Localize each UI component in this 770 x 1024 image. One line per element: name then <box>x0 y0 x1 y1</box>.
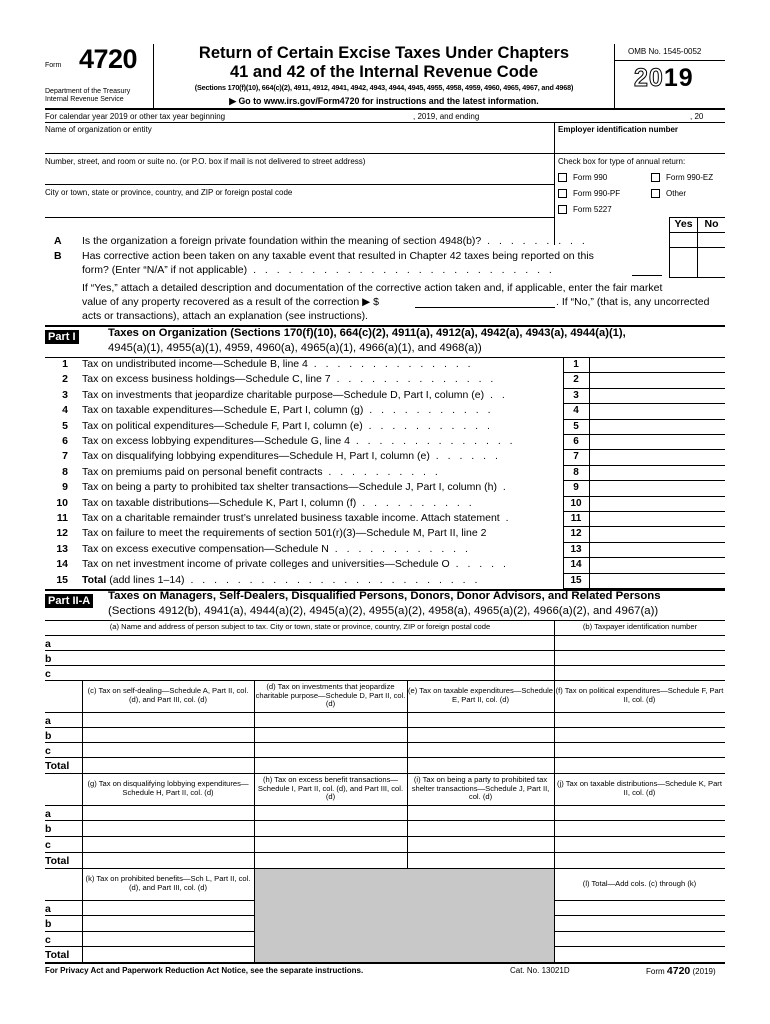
checkbox-990pf[interactable] <box>558 189 620 198</box>
col-h-header: (h) Tax on excess benefit transactions—Schedule I, Part II, col. (d), and Part III, col. (d) <box>257 774 404 802</box>
part1-line-box-number: 1 <box>573 359 579 370</box>
part1-line-box-number: 11 <box>570 513 582 524</box>
part1-label <box>45 327 79 345</box>
org-bottom-rule <box>45 217 555 218</box>
part1-line-text <box>82 481 509 493</box>
form-word: Form <box>45 62 62 69</box>
cat-number: Cat. No. 13021D <box>510 966 570 975</box>
col-a-header: (a) Name and address of person subject to tax. City or town, state or province, country, ZIP or foreign postal code <box>109 622 491 632</box>
part1-box-right <box>589 357 590 589</box>
part2a-label-text: Part II-A <box>45 594 93 608</box>
question-b-line1: Has corrective action been taken on any taxable event that resulted in Chapter 42 taxes being reported on this <box>82 250 594 262</box>
if-yes-line1: If “Yes,” attach a detailed description and documentation of the corrective action taken and, if applicable, enter the fair market <box>82 282 663 294</box>
part1-line-dots: . . . . . <box>449 558 509 570</box>
table1-row-a-label: a <box>45 638 51 650</box>
table2-total-label: Total <box>45 760 70 772</box>
question-b-body: form? (Enter “N/A” if not applicable) <box>82 264 248 276</box>
part1-line-box-number: 6 <box>573 436 579 447</box>
part1-line-amount-input[interactable] <box>590 574 725 589</box>
question-a-text <box>82 235 588 247</box>
checkbox-990pf-label: Form 990-PF <box>573 189 621 198</box>
footer-form-word: Form <box>646 967 665 976</box>
part1-line-text-body: Tax on net investment income of private colleges and universities—Schedule O <box>82 558 450 570</box>
part1-line-number: 3 <box>62 389 68 401</box>
part1-line-text-body: Tax on being a party to prohibited tax shelter transactions—Schedule J, Part I, column (h) <box>82 481 497 493</box>
part2a-title-line1: Taxes on Managers, Self-Dealers, Disqualified Persons, Donors, Donor Advisors, and Related Persons <box>108 590 661 602</box>
part1-line-text <box>82 466 441 478</box>
part1-line-dots: . <box>499 512 512 524</box>
part1-line-text-body: Tax on failure to meet the requirements of section 501(r)(3)—Schedule M, Part II, line 2 <box>82 527 487 539</box>
part1-line-number: 9 <box>62 481 68 493</box>
question-a-body: Is the organization a foreign private foundation within the meaning of section 4948(b)? <box>82 235 482 247</box>
form-title <box>154 44 614 82</box>
part1-line-box-number: 2 <box>573 374 579 385</box>
part1-line-text-bold: Total <box>82 574 107 586</box>
part1-line-dots: . . . . . . . . . . . . <box>328 543 471 555</box>
omb-number: OMB No. 1545-0052 <box>628 47 702 56</box>
if-yes-line3: acts or transactions), attach an explanation (see instructions). <box>82 310 368 322</box>
part1-line-box-number: 3 <box>573 390 579 401</box>
part1-line-dots: . . . . . . . . . . . . . . <box>330 373 497 385</box>
part1-line-text-body: Tax on excess business holdings—Schedule C, line 7 <box>82 373 331 385</box>
col-d-header: (d) Tax on investments that jeopardize charitable purpose—Schedule D, Part II, col. (d) <box>255 681 406 709</box>
yesno-rule-2 <box>669 247 725 248</box>
part1-label-text: Part I <box>45 330 79 344</box>
table4-rule-2-right <box>554 931 725 932</box>
part1-line-number: 15 <box>56 574 68 586</box>
part1-line-number: 4 <box>62 404 68 416</box>
return-type-label: Check box for type of annual return: <box>558 157 686 166</box>
table4-rule-3-left <box>45 946 255 947</box>
checkbox-990[interactable] <box>558 173 607 182</box>
part1-line-text <box>82 435 516 447</box>
col-j-header: (j) Tax on taxable distributions—Schedule K, Part II, col. (d) <box>557 779 722 797</box>
table4-rule-3-right <box>554 946 725 947</box>
col-g-header: (g) Tax on disqualifying lobbying expenditures—Schedule H, Part II, col. (d) <box>87 779 249 797</box>
question-b-line2 <box>82 264 555 276</box>
no-header: No <box>704 218 719 230</box>
part1-line-box-number: 8 <box>573 467 579 478</box>
part1-line-dots: . . <box>484 389 508 401</box>
part1-line-text-body: Tax on political expenditures—Schedule F, Part I, column (e) <box>82 420 363 432</box>
part1-line-text-body: Tax on taxable expenditures—Schedule E, Part I, column (g) <box>82 404 364 416</box>
col-i-header: (i) Tax on being a party to prohibited tax shelter transactions—Schedule J, Part II, col. (d) <box>411 774 550 802</box>
taxyear-end: , 20 <box>690 112 704 121</box>
part1-line-amount-input[interactable] <box>590 373 725 388</box>
year-bold: 19 <box>663 64 694 92</box>
year-outline: 20 <box>634 64 664 92</box>
part1-line-dots: . . . . . . . . . . . . . . <box>307 358 474 370</box>
table4-row-b-label: b <box>45 918 52 930</box>
footer-form-num: 4720 <box>666 965 691 977</box>
part1-line-amount-input[interactable] <box>590 466 725 481</box>
checkbox-990-box[interactable] <box>558 173 567 182</box>
table2-row-c-label: c <box>45 745 51 757</box>
part1-line-text <box>82 389 508 401</box>
part1-line-amount-input[interactable] <box>590 435 725 450</box>
checkbox-5227-label: Form 5227 <box>573 205 612 214</box>
part1-line-text <box>82 512 512 524</box>
question-b-dots: . . . . . . . . . . . . . . . . . . . . . . . . . . <box>247 264 555 276</box>
part1-line-box-number: 7 <box>573 451 579 462</box>
street-label: Number, street, and room or suite no. (or P.O. box if mail is not delivered to street address) <box>45 157 366 166</box>
part1-line-text <box>82 450 501 462</box>
part1-line-dots: . . . . . . . . . . <box>356 497 475 509</box>
if-yes-line2a: value of any property recovered as a result of the correction ▶ $ <box>82 296 379 308</box>
question-b-answer-line[interactable] <box>632 275 662 276</box>
col-b-header: (b) Taxpayer identification number <box>582 622 698 632</box>
col-k-header: (k) Tax on prohibited benefits—Sch L, Part II, col. (d), and Part III, col. (d) <box>85 874 251 892</box>
footer-form-id <box>646 965 716 977</box>
table1-row-rule-1 <box>45 650 725 651</box>
privacy-notice: For Privacy Act and Paperwork Reduction Act Notice, see the separate instructions. <box>45 966 364 975</box>
part1-line-text <box>82 574 480 586</box>
part2a-label <box>45 591 93 609</box>
part1-line-text-body: Tax on investments that jeopardize charitable purpose—Schedule D, Part I, column (e) <box>82 389 485 401</box>
part1-line-text <box>82 527 486 539</box>
part1-line-number: 13 <box>56 543 68 555</box>
part1-line-dots: . . . . . . . . . . . . . . . . . . . . . . . . . <box>184 574 481 586</box>
part1-line-box-number: 10 <box>570 498 582 509</box>
part1-line-amount-input[interactable] <box>590 358 725 373</box>
table4-rule-1-left <box>45 915 255 916</box>
table3-row-b-label: b <box>45 823 52 835</box>
col-l-header: (l) Total—Add cols. (c) through (k) <box>582 878 697 888</box>
part1-line-box-number: 4 <box>573 405 579 416</box>
part1-line-dots: . . . . . . . . . . . <box>363 404 494 416</box>
table4-row-c-label: c <box>45 934 51 946</box>
part1-line-amount-input[interactable] <box>590 543 725 558</box>
part1-line-number: 11 <box>56 512 68 524</box>
checkbox-990ez-box[interactable] <box>651 173 660 182</box>
part1-line-number: 12 <box>56 527 68 539</box>
question-a-dots: . . . . . . . . . <box>481 235 588 247</box>
table4-total-label: Total <box>45 949 70 961</box>
table3-row-c-label: c <box>45 839 51 851</box>
part2a-title-line2: (Sections 4912(b), 4941(a), 4944(a)(2), 4945(a)(2), 4955(a)(2), 4958(a), 4965(a)(2), 4966(a)(2), and 4967(a)) <box>108 605 659 617</box>
title-line2: 41 and 42 of the Internal Revenue Code <box>229 63 539 81</box>
table2-row-b-label: b <box>45 730 52 742</box>
checkbox-other[interactable] <box>651 189 686 198</box>
part1-line-text <box>82 373 496 385</box>
part1-line-text-body: Tax on a charitable remainder trust’s unrelated business taxable income. Attach statement <box>82 512 500 524</box>
taxyear-mid: , 2019, and ending <box>413 112 480 121</box>
part1-line-text <box>82 420 493 432</box>
part1-line-number: 2 <box>62 373 68 385</box>
table3-rule-1 <box>45 820 725 821</box>
table4-rule-1-right <box>554 915 725 916</box>
dept-line2: Internal Revenue Service <box>45 96 124 103</box>
table3-total-label: Total <box>45 855 70 867</box>
table4-rule-2-left <box>45 931 255 932</box>
part1-line-number: 6 <box>62 435 68 447</box>
table2-rule-2 <box>45 742 725 743</box>
col-f-header: (f) Tax on political expenditures—Schedule F, Part II, col. (d) <box>555 686 724 704</box>
table4-row-a-label: a <box>45 903 51 915</box>
part1-line-amount-input[interactable] <box>590 404 725 419</box>
table1-header-rule <box>45 635 725 636</box>
title-line1: Return of Certain Excise Taxes Under Chapters <box>198 44 570 62</box>
org-rule-2 <box>45 184 555 185</box>
header-divider-right <box>614 44 615 108</box>
footer-rule <box>45 962 725 964</box>
part1-line-number: 14 <box>56 558 68 570</box>
checkbox-other-label: Other <box>666 189 687 198</box>
table3-row-a-label: a <box>45 808 51 820</box>
part1-line-text <box>82 404 494 416</box>
part1-line-text-body: Tax on excess executive compensation—Schedule N <box>82 543 329 555</box>
checkbox-990ez-label: Form 990-EZ <box>666 173 714 182</box>
part1-line-text-body: (add lines 1–14) <box>106 574 185 586</box>
part1-line-number: 8 <box>62 466 68 478</box>
part1-line-text-body: Tax on undistributed income—Schedule B, line 4 <box>82 358 308 370</box>
part1-line-text <box>82 497 475 509</box>
taxyear-begin: For calendar year 2019 or other tax year beginning <box>45 112 226 121</box>
question-b-letter: B <box>54 250 62 262</box>
part1-line-text-body: Tax on excess lobbying expenditures—Schedule G, line 4 <box>82 435 350 447</box>
part1-line-number: 1 <box>62 358 68 370</box>
if-yes-line2b: . If “No,” (that is, any uncorrected <box>556 296 710 308</box>
table4-header-rule-right <box>554 900 725 901</box>
part1-line-number: 7 <box>62 450 68 462</box>
part1-line-text-body: Tax on premiums paid on personal benefit contracts <box>82 466 323 478</box>
table3-header-rule <box>45 805 725 806</box>
part1-line-box-number: 9 <box>573 482 579 493</box>
table2-rule-3 <box>45 757 725 758</box>
part1-line-amount-input[interactable] <box>590 481 725 496</box>
part1-box-left <box>563 357 564 589</box>
shaded-area <box>255 869 554 962</box>
omb-divider <box>614 60 725 61</box>
part1-line-amount-input[interactable] <box>590 450 725 465</box>
checkbox-other-box[interactable] <box>651 189 660 198</box>
part1-line-dots: . . . . . . . . . . . . . . <box>349 435 516 447</box>
taxyear-rule <box>45 122 725 123</box>
table2-header-rule <box>45 712 725 713</box>
form-number: 4720 <box>79 44 138 74</box>
table3-rule-2 <box>45 836 725 837</box>
ein-label: Employer identification number <box>558 125 679 134</box>
part1-line-dots: . . . . . . <box>429 450 501 462</box>
part1-line-amount-input[interactable] <box>590 527 725 542</box>
checkbox-990pf-box[interactable] <box>558 189 567 198</box>
table1-row-b-label: b <box>45 653 52 665</box>
col-c-header: (c) Tax on self-dealing—Schedule A, Part II, col. (d), and Part III, col. (d) <box>87 686 249 704</box>
org-rule-1 <box>45 153 725 154</box>
part1-line-text <box>82 543 471 555</box>
goto-instructions: ▶ Go to www.irs.gov/Form4720 for instructions and the latest information. <box>229 96 539 106</box>
part1-line-box-number: 13 <box>570 544 582 555</box>
checkbox-990ez[interactable] <box>651 173 713 182</box>
part1-line-amount-input[interactable] <box>590 420 725 435</box>
part1-line-text-body: Tax on taxable distributions—Schedule K, Part I, column (f) <box>82 497 357 509</box>
part1-line-amount-input[interactable] <box>590 497 725 512</box>
part1-line-dots: . . . . . . . . . . . <box>362 420 493 432</box>
part1-line-number: 5 <box>62 420 68 432</box>
part1-line-amount-input[interactable] <box>590 389 725 404</box>
footer-year: (2019) <box>692 967 716 976</box>
tax-year <box>634 64 694 93</box>
part1-line-dots: . . . . . . . . . . <box>322 466 441 478</box>
table2-rule-1 <box>45 727 725 728</box>
city-label: City or town, state or province, country, and ZIP or foreign postal code <box>45 188 293 197</box>
table3-rule-3 <box>45 852 725 853</box>
checkbox-990-label: Form 990 <box>573 173 608 182</box>
yesno-rule-1 <box>669 232 725 233</box>
part1-title-line1: Taxes on Organization (Sections 170(f)(10), 664(c)(2), 4911(a), 4912(a), 4942(a), 4943(a), 4944(a)(1), <box>108 327 626 339</box>
part1-line-box-number: 12 <box>570 528 582 539</box>
part1-line-text-body: Tax on disqualifying lobbying expenditures—Schedule H, Part I, column (e) <box>82 450 430 462</box>
dept-line1: Department of the Treasury <box>45 88 131 95</box>
part1-line-dots: . <box>496 481 509 493</box>
part1-line-box-number: 14 <box>570 559 582 570</box>
part1-title-line2: 4945(a)(1), 4955(a)(1), 4959, 4960(a), 4965(a)(1), 4966(a)(1), and 4968(a)) <box>108 342 482 354</box>
header-bottom-rule <box>45 108 725 110</box>
table1-row-rule-2 <box>45 665 725 666</box>
part1-line-box-number: 15 <box>570 575 582 586</box>
table4-header-rule-left <box>45 900 255 901</box>
yes-header: Yes <box>674 218 693 230</box>
org-name-label: Name of organization or entity <box>45 125 152 134</box>
table2-row-a-label: a <box>45 715 51 727</box>
question-a-letter: A <box>54 235 62 247</box>
part1-line-box-number: 5 <box>573 421 579 432</box>
part1-line-number: 10 <box>56 497 68 509</box>
part1-line-text <box>82 558 509 570</box>
part1-line-amount-input[interactable] <box>590 512 725 527</box>
part1-line-text <box>82 358 474 370</box>
checkbox-5227-box[interactable] <box>558 205 567 214</box>
sections-list: (Sections 170(f)(10), 664(c)(2), 4911, 4912, 4941, 4942, 4943, 4944, 4945, 4955, 4958, 4959, 4960, 4965, 4967, and 4968) <box>194 83 574 92</box>
table1-row-c-label: c <box>45 668 51 680</box>
col-e-header: (e) Tax on taxable expenditures—Schedule E, Part II, col. (d) <box>407 686 554 704</box>
part1-line-amount-input[interactable] <box>590 558 725 573</box>
yesno-bottom <box>669 277 725 278</box>
fmv-input-line[interactable] <box>415 307 555 308</box>
checkbox-5227[interactable] <box>558 205 612 214</box>
